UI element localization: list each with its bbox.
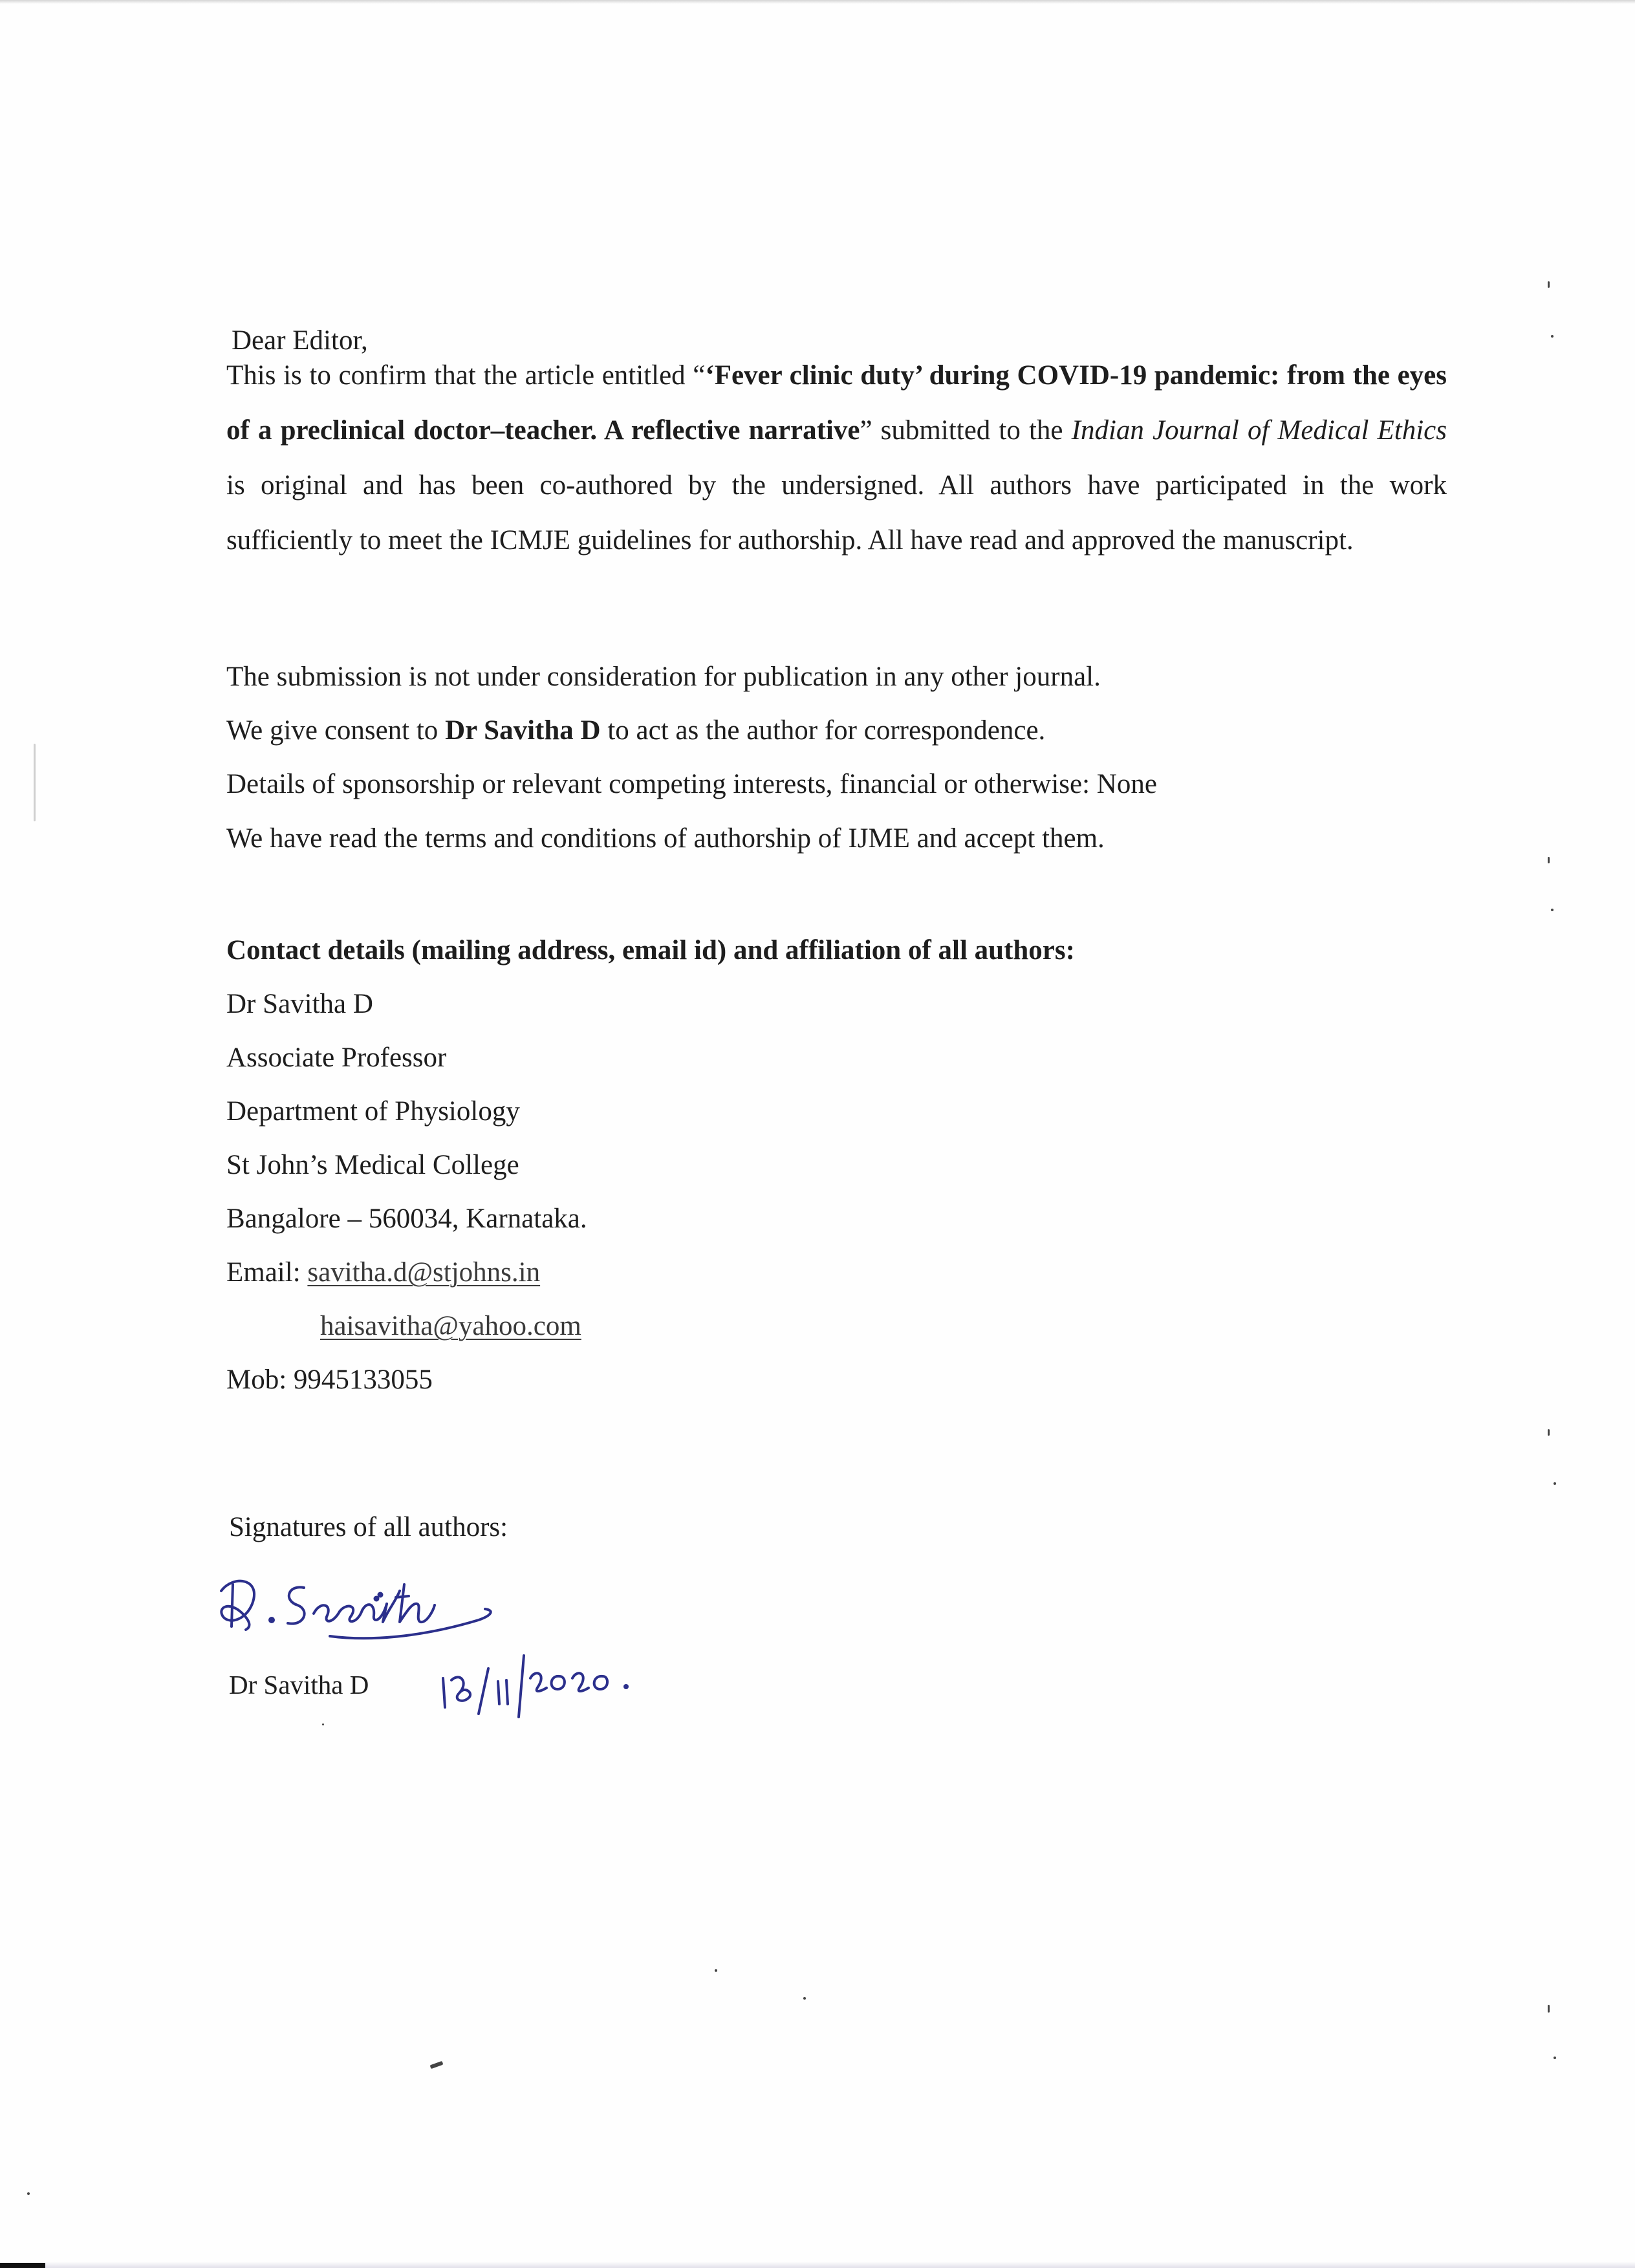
scan-speck [430,2061,444,2069]
email-secondary-link[interactable]: haisavitha@yahoo.com [320,1311,581,1341]
confirmation-paragraph [226,348,1447,568]
contact-department: Department of Physiology [226,1096,520,1127]
contact-designation: Associate Professor [226,1042,447,1073]
contact-email-line [226,1258,540,1286]
consent-line [226,717,1045,744]
scan-edge-top [0,0,1635,4]
sponsorship-line: Details of sponsorship or relevant competing interests, financial or otherwise: None [226,769,1157,799]
contact-name: Dr Savitha D [226,989,373,1019]
contact-email-secondary [320,1312,581,1340]
article-title: ‘Fever clinic duty’ during COVID-19 pandemic: from the eyes of a preclinical doctor–teacher. A reflective narrative [226,360,1447,446]
scan-edge-mark [0,2263,45,2268]
contact-heading: Contact details (mailing address, email id) and affiliation of all authors: [226,935,1075,966]
email-primary-link[interactable]: savitha.d@stjohns.in [307,1257,541,1288]
scan-edge-bottom [0,2262,1635,2268]
scan-speck [1554,2057,1556,2059]
handwritten-signature [207,1565,698,1733]
confirmation-after-title: ” submitted to the [860,415,1072,446]
consent-after: to act as the author for correspondence. [600,715,1046,746]
scan-speck [27,2192,30,2195]
terms-line: We have read the terms and conditions of authorship of IJME and accept them. [226,823,1105,854]
confirmation-intro: This is to confirm that the article entitled “ [226,360,706,391]
corresponding-author-name: Dr Savitha D [445,715,601,746]
email-label: Email: [226,1257,308,1288]
scan-speck [1554,1482,1556,1485]
confirmation-rest: is original and has been co-authored by the undersigned. All authors have participated in the work sufficiently to meet the ICMJE guidelines for authorship. All have read and approved the manuscript. [226,470,1447,556]
scan-speck [322,1723,324,1725]
contact-institution: St John’s Medical College [226,1150,519,1180]
scan-speck [1548,281,1550,288]
consent-before: We give consent to [226,715,446,746]
not-under-consideration: The submission is not under consideration for publication in any other journal. [226,662,1101,692]
signatures-heading: Signatures of all authors: [229,1512,508,1542]
scan-speck [1551,909,1554,911]
signatory-name: Dr Savitha D [229,1670,369,1700]
scan-speck [1548,1429,1550,1436]
contact-mobile: Mob: 9945133055 [226,1365,433,1395]
scan-speck [1551,335,1554,338]
scan-speck [715,1969,717,1972]
scan-speck [1548,857,1550,863]
scan-speck [803,1997,806,2000]
journal-name: Indian Journal of Medical Ethics [1071,415,1447,446]
scan-shadow [34,744,36,821]
salutation: Dear Editor, [232,325,368,356]
scan-speck [1548,2005,1550,2013]
contact-address: Bangalore – 560034, Karnataka. [226,1204,587,1234]
